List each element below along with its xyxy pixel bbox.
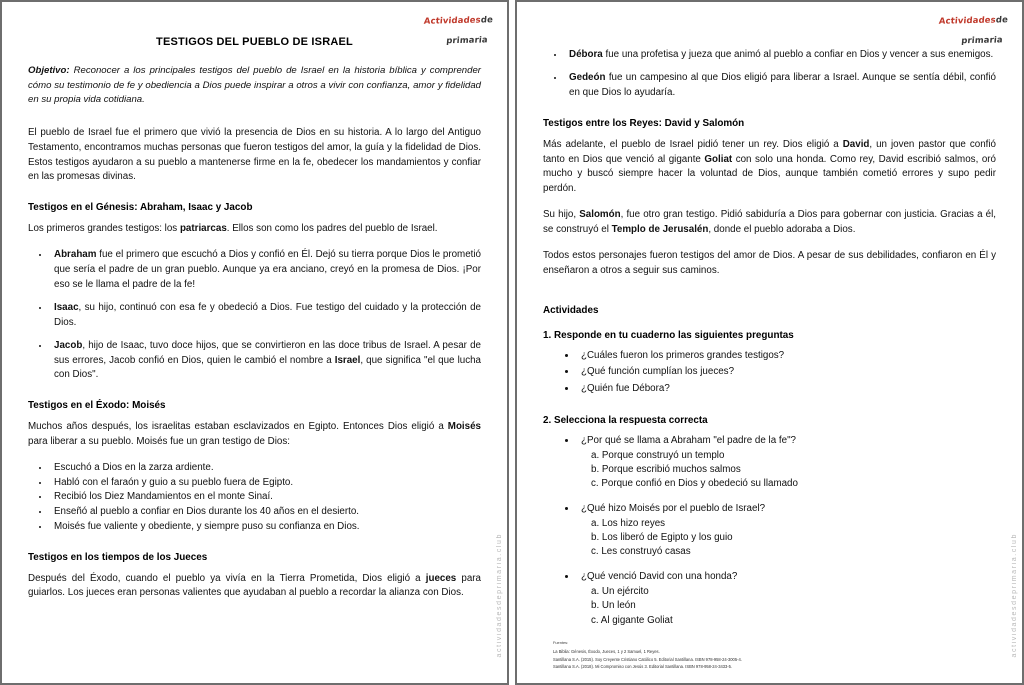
watermark-left: actividadesdeprimaria.club — [496, 532, 503, 657]
genesis-lead-paragraph — [28, 222, 481, 237]
section-heading-genesis: Testigos en el Génesis: Abraham, Isaac y Jacob — [28, 202, 253, 214]
list-item: • ¿Quién fue Débora? — [577, 382, 996, 397]
kings-paragraph-1 — [543, 138, 996, 198]
option-a[interactable]: a. Porque construyó un templo — [591, 449, 725, 461]
bullet-text: fue una profetisa y jueza que animó al pueblo a confiar en Dios y vencer a sus enemigos. — [602, 49, 994, 60]
brand-logo — [424, 9, 494, 49]
option-c[interactable]: c. Al gigante Goliat — [591, 614, 673, 626]
activity-1-question-list — [543, 349, 996, 397]
activities-heading: Actividades — [543, 304, 599, 316]
activity-2-question-list — [543, 434, 996, 628]
section-heading-reyes: Testigos entre los Reyes: David y Salomón — [543, 117, 745, 129]
brand-word-primaria: primaria — [445, 35, 488, 47]
source-line: Santillana S.A. (2018). Mi Compromiso con Jesús 3. Editorial Santillana. ISBN 978-958-24-3433-5. — [553, 664, 733, 670]
objective-label: Objetivo: — [28, 65, 70, 76]
bullet-text: , su hijo, continuó con esa fe y obedeció a Dios. Fue testigo del cuidado y la protección de Dios. — [54, 301, 481, 328]
option-b[interactable]: b. Porque escribió muchos salmos — [591, 463, 741, 475]
brand-word-de: de — [480, 15, 494, 26]
kings-p2-a: Su hijo, — [543, 209, 580, 221]
question-text: ¿Por qué se llama a Abraham "el padre de la fe"? — [581, 434, 796, 446]
page-title: TESTIGOS DEL PUEBLO DE ISRAEL — [156, 36, 353, 48]
kings-term-david: David — [842, 138, 870, 150]
question-text: ¿Qué hizo Moisés por el pueblo de Israel? — [581, 503, 766, 515]
list-item: • ¿Qué función cumplían los jueces? — [577, 365, 996, 380]
question-text: ¿Qué venció David con una honda? — [581, 571, 738, 583]
genesis-bullet-list — [28, 248, 481, 383]
kings-p1-e: con solo una honda. Como rey, David escribió salmos, oró mucho y buscó siempre hacer la voluntad de Dios, aunque también cometió errores y supo pedir perdón. — [543, 153, 996, 195]
brand-word-de: de — [995, 15, 1009, 26]
bullet-name-debora: Débora — [569, 49, 603, 60]
kings-term-templo: Templo de Jerusalén — [611, 224, 709, 236]
list-item: • Habló con el faraón y guio a su pueblo fuera de Egipto. — [50, 476, 481, 491]
bullet-text: , hijo de Isaac, tuvo doce hijos, que se convirtieron en las doce tribus de Israel. A pesar de sus errores, Jacob confió en Dios, quien le cambió el nombre a — [54, 339, 481, 366]
page-right — [515, 0, 1024, 685]
page-left — [0, 0, 509, 685]
exodo-lead-a: Muchos años después, los israelitas estaban esclavizados en Egipto. Entonces Dios eligió a — [28, 421, 448, 433]
bullet-name-isaac: Isaac — [54, 301, 79, 313]
brand-word-actividades: Actividades — [423, 15, 482, 27]
option-b[interactable]: b. Los liberó de Egipto y los guio — [591, 532, 733, 544]
sources-block — [553, 640, 982, 671]
genesis-lead-term: patriarcas — [179, 223, 227, 235]
list-item — [577, 570, 996, 627]
exodo-bullet-list — [28, 461, 481, 534]
list-item: • Moisés fue valiente y obediente, y siempre puso su confianza en Dios. — [50, 520, 481, 535]
list-item — [577, 434, 996, 491]
kings-term-goliat: Goliat — [704, 153, 733, 165]
list-item: • Recibió los Diez Mandamientos en el monte Sinaí. — [50, 490, 481, 505]
exodo-lead-term: Moisés — [447, 421, 481, 433]
objective-text: Reconocer a los principales testigos del pueblo de Israel en la historia bíblica y comprender cómo su testimonio de fe y obediencia a Dios puede inspirar a otros a vivir con confianza, amor y fidelidad en su propia vida cotidiana. — [28, 65, 481, 106]
kings-term-salomon: Salomón — [579, 209, 621, 221]
section-heading-jueces: Testigos en los tiempos de los Jueces — [28, 551, 208, 563]
kings-p1-c: , un joven pastor que confió tanto en Dios que venció al gigante — [543, 138, 996, 165]
list-item — [50, 301, 481, 331]
objective-paragraph — [28, 64, 481, 108]
kings-p2-e: , donde el pueblo adoraba a Dios. — [708, 224, 856, 236]
option-c[interactable]: c. Les construyó casas — [591, 546, 691, 558]
list-item — [577, 502, 996, 559]
watermark-right: actividadesdeprimaria.club — [1011, 532, 1018, 657]
exodo-lead-c: para liberar a su pueblo. Moisés fue un gran testigo de Dios: — [28, 436, 290, 448]
page-right-content — [517, 2, 1022, 683]
genesis-lead-a: Los primeros grandes testigos: los — [28, 223, 180, 235]
jueces-paragraph — [28, 572, 481, 602]
bullet-text: fue el primero que escuchó a Dios y confió en Él. Dejó su tierra porque Dios le prometió que sería el padre de un gran pueblo. Aunque ya era anciano, creyó en la promesa de Dios. ¡Por eso se le llama el padre de la fe! — [54, 249, 481, 290]
option-b[interactable]: b. Un león — [591, 600, 636, 612]
intro-paragraph: El pueblo de Israel fue el primero que vivió la presencia de Dios en su historia. A lo largo del Antiguo Testamento, encontramos muchas personas que fueron testigos del amor, la guía y la fidelidad de Dios. Estos testigos ayudaron a su pueblo a mantenerse firme en la fe, obedecer los mandamientos y confiar en las promesas divinas. — [28, 126, 481, 183]
activity-section-2-title: 2. Selecciona la respuesta correcta — [543, 414, 708, 426]
section-heading-exodo: Testigos en el Éxodo: Moisés — [28, 400, 166, 412]
list-item: • Enseñó al pueblo a confiar en Dios durante los 40 años en el desierto. — [50, 505, 481, 520]
brand-word-actividades: Actividades — [938, 15, 997, 27]
jueces-text-c: para guiarlos. Los jueces eran personas valientes que ayudaban al pueblo a recordar la alianza con Dios. — [28, 572, 481, 599]
kings-paragraph-3: Todos estos personajes fueron testigos del amor de Dios. A pesar de sus debilidades, confiaron en Él y enseñaron a otros a seguir sus caminos. — [543, 250, 996, 276]
list-item — [50, 248, 481, 293]
sources-label: Fuentes: — [553, 640, 569, 646]
list-item — [565, 48, 996, 63]
option-a[interactable]: a. Los hizo reyes — [591, 517, 666, 529]
list-item: • Escuchó a Dios en la zarza ardiente. — [50, 461, 481, 476]
judges-bullet-list — [543, 48, 996, 101]
kings-paragraph-2 — [543, 208, 996, 238]
kings-p2-c: , fue otro gran testigo. Pidió sabiduría a Dios para gobernar con justicia. Gracias a él, se construyó el — [543, 209, 997, 236]
source-line: La Biblia: Génesis, Éxodo, Jueces, 1 y 2 Samuel, 1 Reyes. — [553, 649, 660, 655]
jueces-text-a: Después del Éxodo, cuando el pueblo ya vivía en la Tierra Prometida, Dios eligió a — [28, 572, 426, 584]
option-a[interactable]: a. Un ejército — [591, 586, 649, 598]
genesis-lead-c: . Ellos son como los padres del pueblo de Israel. — [226, 223, 438, 235]
bullet-text-2: , que significa "el que lucha con Dios". — [54, 354, 481, 381]
bullet-name-jacob: Jacob — [54, 339, 83, 351]
activity-section-1-title: 1. Responde en tu cuaderno las siguientes preguntas — [543, 329, 794, 341]
exodo-lead-paragraph — [28, 420, 481, 450]
bullet-name-gedeon: Gedeón — [569, 71, 606, 83]
list-item — [50, 339, 481, 384]
kings-p1-a: Más adelante, el pueblo de Israel pidió tener un rey. Dios eligió a — [543, 138, 843, 150]
source-line: Santillana S.A. (2015). Soy Creyente Cristiano Católico 5. Editorial Santillana. ISBN 978-958-24-3005-4. — [553, 656, 742, 662]
brand-word-primaria: primaria — [960, 35, 1003, 47]
bullet-text: fue un campesino al que Dios eligió para liberar a Israel. Aunque se sentía débil, confió en que Dios lo ayudaría. — [569, 71, 996, 98]
bullet-name-israel: Israel — [334, 354, 361, 366]
jueces-term: jueces — [425, 572, 457, 584]
option-c[interactable]: c. Porque confió en Dios y obedeció su llamado — [591, 477, 798, 489]
list-item: • ¿Cuáles fueron los primeros grandes testigos? — [577, 349, 996, 364]
page-left-content — [2, 2, 507, 683]
brand-logo — [939, 9, 1009, 49]
list-item — [565, 71, 996, 101]
bullet-name-abraham: Abraham — [54, 249, 97, 261]
